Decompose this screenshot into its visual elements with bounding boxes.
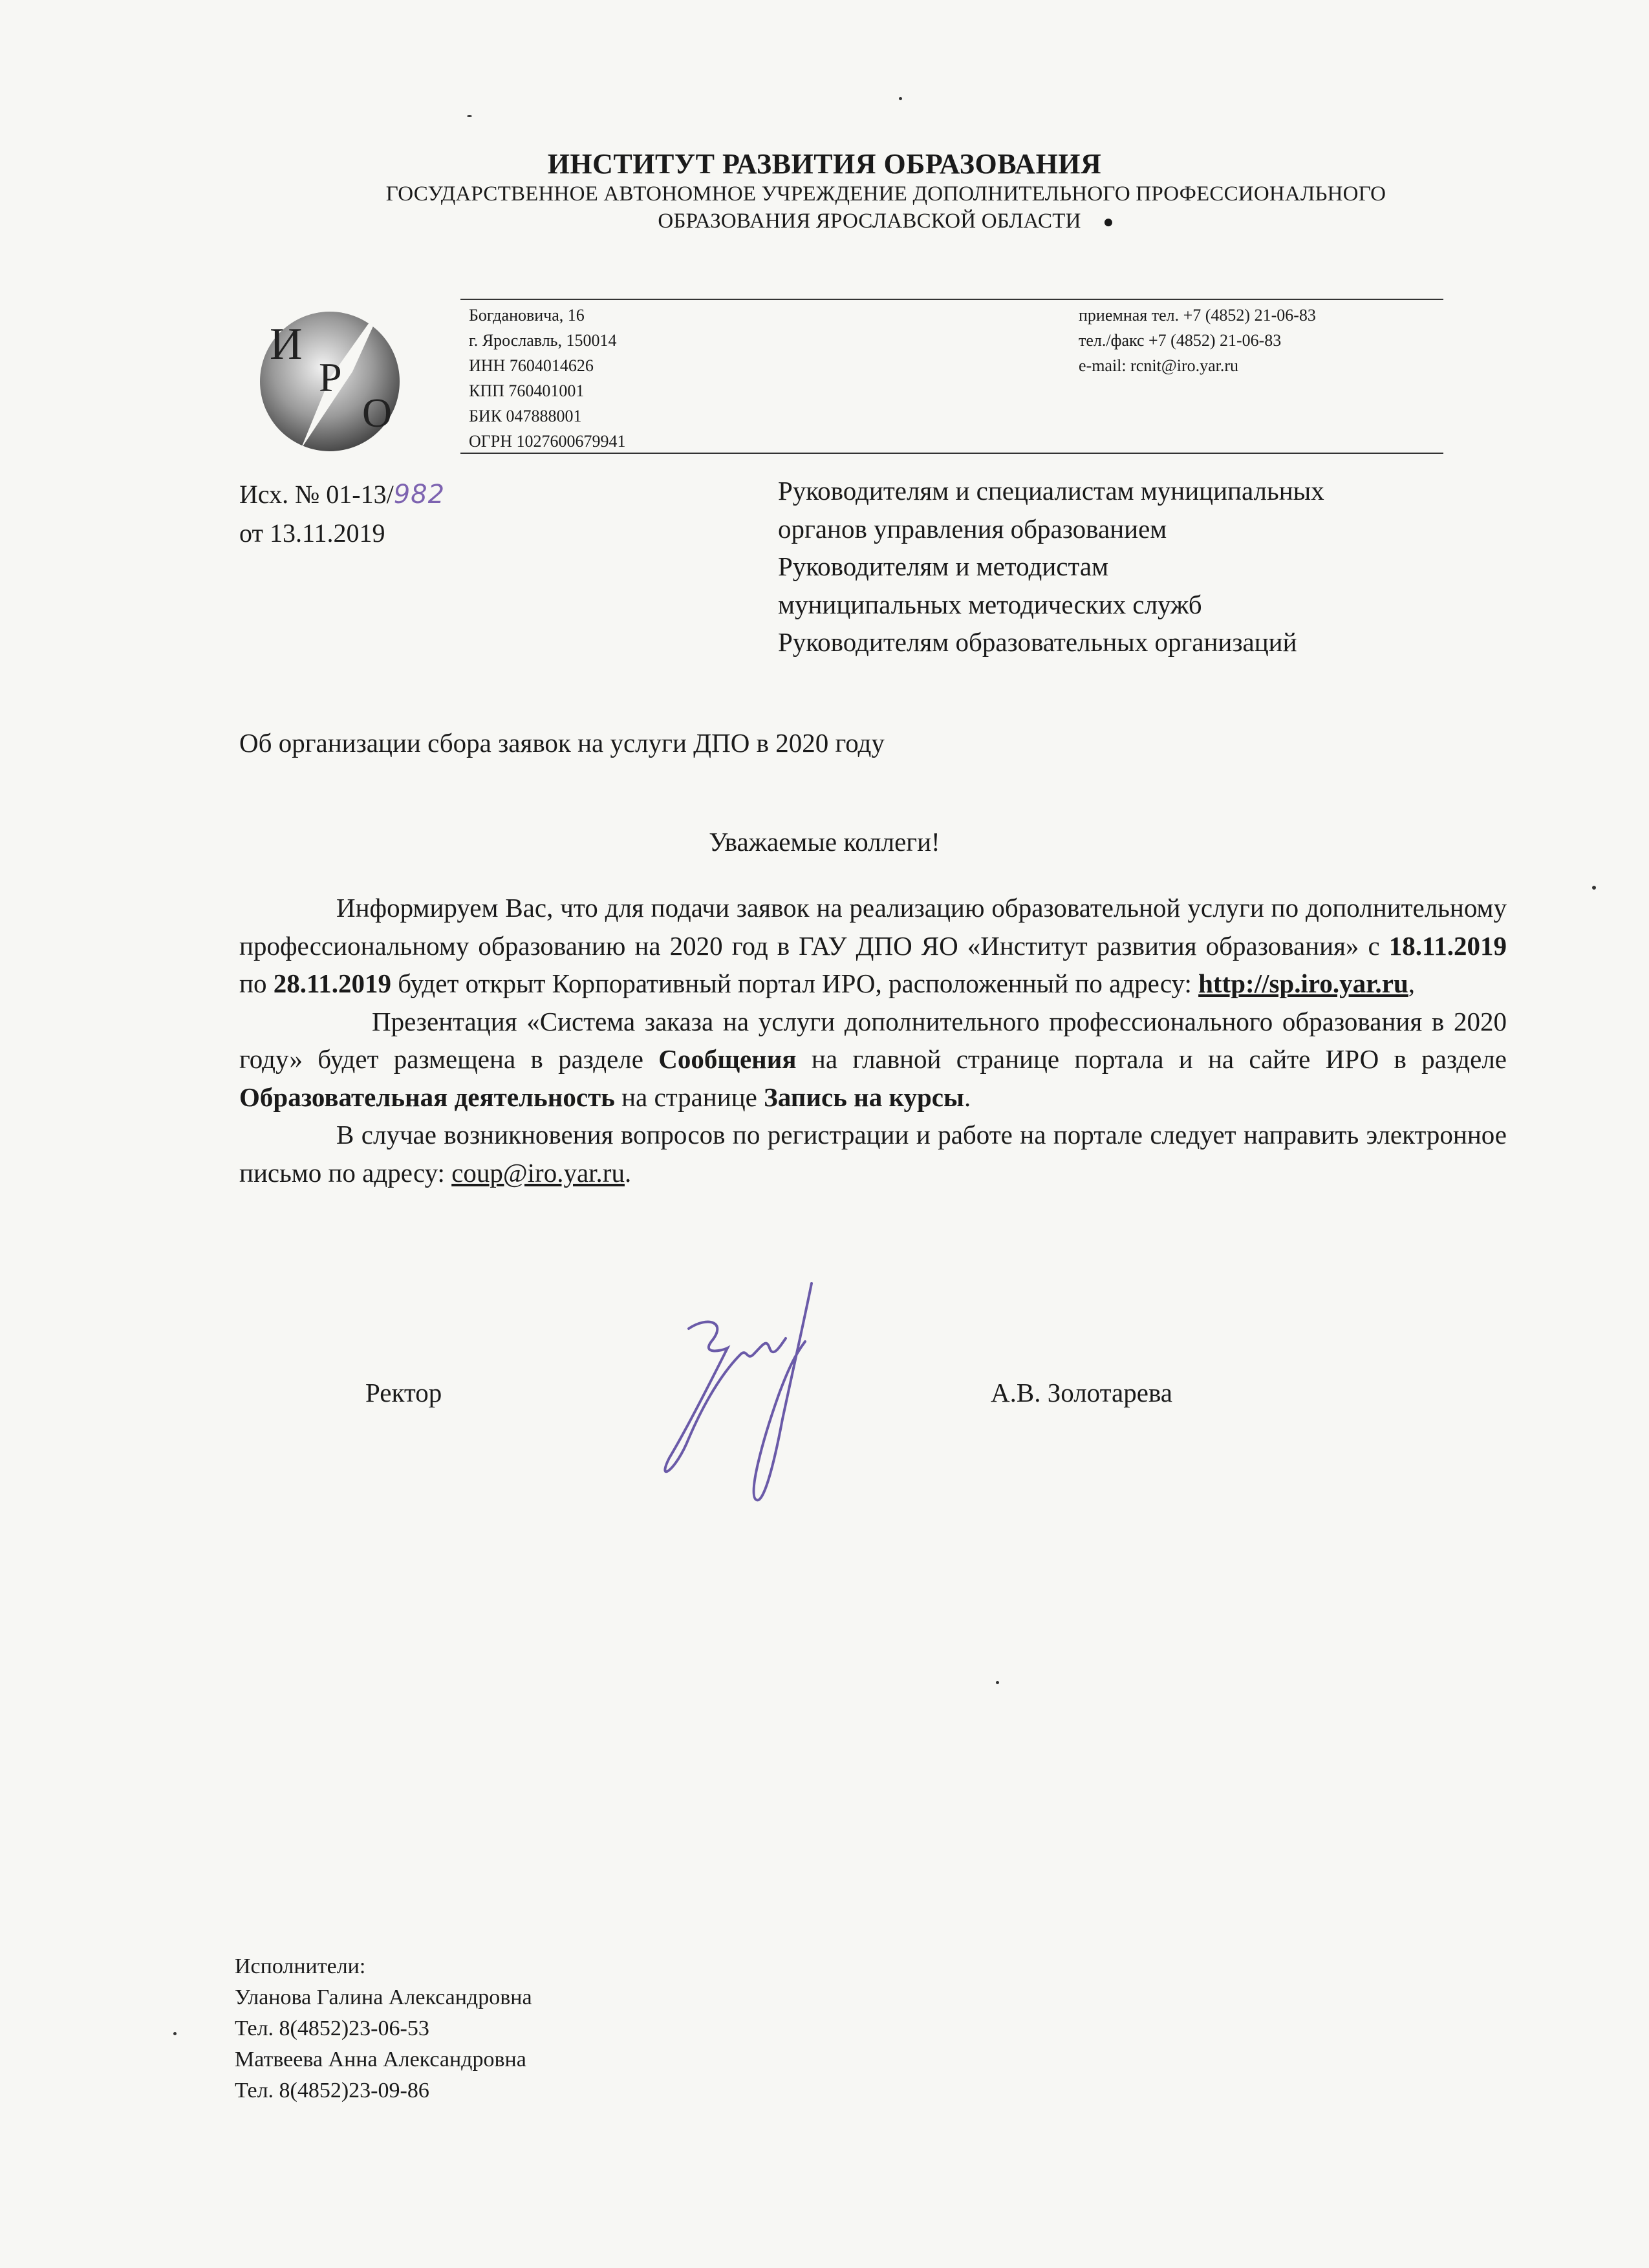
recipients-block [778,472,1324,661]
executors-block [235,1951,532,2106]
recipient-line: муниципальных методических служб [778,589,1202,619]
page-course-enrollment: Запись на курсы [764,1082,964,1112]
recipient-line: Руководителям и специалистам муниципальных [778,476,1324,506]
signer-position: Ректор [365,1378,442,1407]
institute-title: ИНСТИТУТ РАЗВИТИЯ ОБРАЗОВАНИЯ [547,148,1102,180]
section-messages: Сообщения [658,1044,797,1074]
scan-speck [467,115,472,117]
body-paragraph-1: Информируем Вас, что для подачи заявок на реализацию образовательной услуги по дополнительному профессиональному образованию на 2020 год в ГАУ ДПО ЯО «Институт развития образования» с 18.11.2019 по 28.11.2019 будет открыт Корпоративный портал ИРО, расположенный по адресу: http://sp.iro.yar.ru, [239,893,1507,998]
address-line: КПП 760401001 [469,381,585,400]
body-paragraph-2: Презентация «Система заказа на услуги дополнительного профессионального образования в 2020 году» будет размещена в разделе Сообщения на главной странице портала и на сайте ИРО в разделе Образовательная деятельность на странице Запись на курсы. [239,1006,1507,1112]
section-educational: Образовательная деятельность [239,1082,615,1112]
outgoing-registration [239,475,445,553]
letter-subject: Об организации сбора заявок на услуги ДПО в 2020 году [239,728,885,758]
address-line: Богдановича, 16 [469,306,585,325]
address-line: БИК 047888001 [469,407,582,425]
address-line: г. Ярославль, 150014 [469,331,617,350]
executors-label: Исполнители: [235,1954,366,1978]
logo-letter-o: О [362,390,393,436]
date-from: 18.11.2019 [1388,930,1507,961]
institute-contacts [1079,303,1316,378]
scan-speck [1592,886,1596,890]
institute-subtitle-line1: ГОСУДАРСТВЕННОЕ АВТОНОМНОЕ УЧРЕЖДЕНИЕ ДОПОЛНИТЕЛЬНОГО ПРОФЕССИОНАЛЬНОГО [385,182,1386,206]
address-line: ОГРН 1027600679941 [469,432,626,451]
iro-logo [255,294,417,456]
logo-letter-r: Р [319,354,342,400]
scan-speck [996,1681,999,1684]
address-line: ИНН 7604014626 [469,356,594,375]
header-rule-top [460,299,1443,300]
registration-number: Исх. № 01-13/982 [239,480,446,509]
scan-speck [899,97,902,100]
contact-line: e-mail: rcnit@iro.yar.ru [1079,356,1239,375]
executor-phone: Тел. 8(4852)23-06-53 [235,2017,429,2040]
signer-name: А.В. Золотарева [991,1378,1172,1407]
recipient-line: Руководителям и методистам [778,551,1109,581]
contact-line: тел./факс +7 (4852) 21-06-83 [1079,331,1282,350]
institute-address [469,303,626,454]
logo-letter-i: И [270,319,303,369]
recipient-line: органов управления образованием [778,513,1167,544]
recipient-line: Руководителям образовательных организаций [778,627,1297,657]
email-link[interactable]: coup@iro.yar.ru [451,1157,625,1188]
contact-line: приемная тел. +7 (4852) 21-06-83 [1079,306,1316,325]
scan-speck [173,2032,177,2035]
letter-greeting: Уважаемые коллеги! [709,827,940,857]
letter-body [239,889,1507,1192]
executor-phone: Тел. 8(4852)23-09-86 [235,2079,429,2102]
body-paragraph-3: В случае возникновения вопросов по регистрации и работе на портале следует направить электронное письмо по адресу: coup@iro.yar.ru. [239,1120,1507,1188]
handwritten-signature [650,1277,844,1510]
institute-subtitle-line2: ОБРАЗОВАНИЯ ЯРОСЛАВСКОЙ ОБЛАСТИ ● [658,209,1114,233]
handwritten-number: 982 [393,480,446,509]
date-to: 28.11.2019 [273,968,391,998]
executor-name: Матвеева Анна Александровна [235,2048,526,2071]
portal-link[interactable]: http://sp.iro.yar.ru [1198,968,1408,998]
registration-date: от 13.11.2019 [239,519,385,548]
executor-name: Уланова Галина Александровна [235,1985,532,2009]
